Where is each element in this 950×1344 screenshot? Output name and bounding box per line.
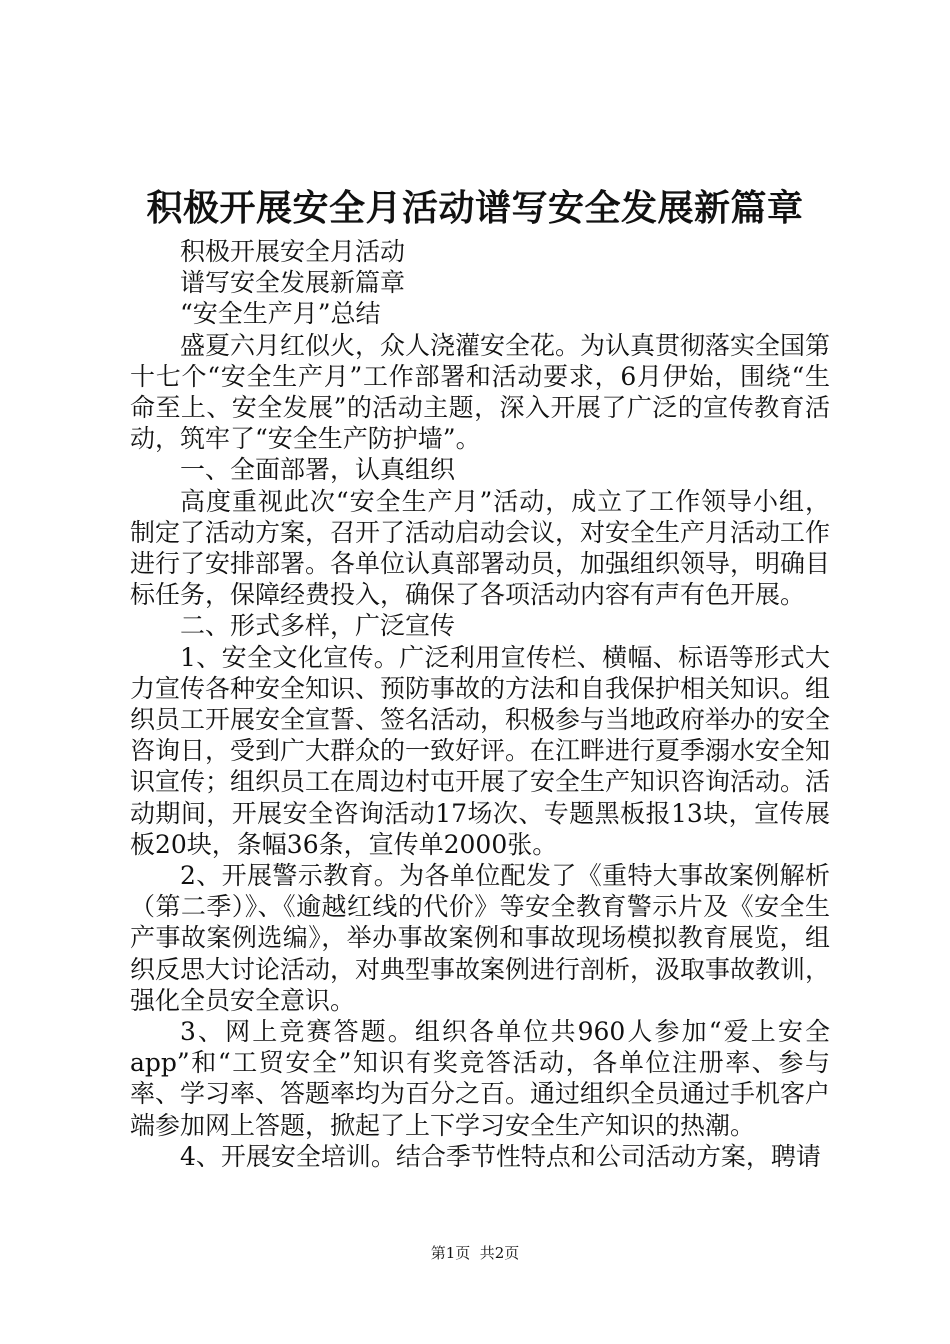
body-paragraph: 高度重视此次“安全生产月”活动，成立了工作领导小组，制定了活动方案，召开了活动启动会议，对安全生产月活动工作进行了安排部署。各单位认真部署动员，加强组织领导，明确目标任务，保障经费投入，确保了各项活动内容有声有色开展。 [130,486,831,610]
body-paragraph: 3、网上竞赛答题。组织各单位共960人参加“爱上安全app”和“工贸安全”知识有奖竞答活动，各单位注册率、参与率、学习率、答题率均为百分之百。通过组织全员通过手机客户端参加网上答题，掀起了上下学习安全生产知识的热潮。 [130,1017,831,1140]
subtitle-line: “安全生产月”总结 [180,299,381,329]
document-title: 积极开展安全月活动谱写安全发展新篇章 [146,187,804,229]
body-paragraph: 1、安全文化宣传。广泛利用宣传栏、横幅、标语等形式大力宣传各种安全知识、预防事故的方法和自我保护相关知识。组织员工开展安全宣誓、签名活动，积极参与当地政府举办的安全咨询日，受到广大群众的一致好评。在江畔进行夏季溺水安全知识宣传；组织员工在周边村屯开展了安全生产知识咨询活动。活动期间，开展安全咨询活动17场次、专题黑板报13块，宣传展板20块，条幅36条，宣传单2000张。 [130,642,831,859]
subtitle-line: 积极开展安全月活动 [180,237,406,266]
subtitle-line: 谱写安全发展新篇章 [180,268,406,298]
section-heading: 二、形式多样，广泛宣传 [180,611,456,641]
body-paragraph: 2、开展警示教育。为各单位配发了《重特大事故案例解析（第二季）》、《逾越红线的代价》等安全教育警示片及《安全生产事故案例选编》，举办事故案例和事故现场模拟教育展览，组织反思大讨论活动，对典型事故案例进行剖析，汲取事故教训，强化全员安全意识。 [130,861,831,1015]
body-paragraph: 4、开展安全培训。结合季节性特点和公司活动方案，聘请 [180,1141,821,1171]
body-paragraph: 盛夏六月红似火，众人浇灌安全花。为认真贯彻落实全国第十七个“安全生产月”工作部署和活动要求，6月伊始，围绕“生命至上、安全发展”的活动主题，深入开展了广泛的宣传教育活动，筑牢了“安全生产防护墙”。 [130,330,831,454]
section-heading: 一、全面部署，认真组织 [180,455,456,485]
document-body [130,236,830,1172]
page-number: 第1页 共2页 [430,1244,520,1262]
